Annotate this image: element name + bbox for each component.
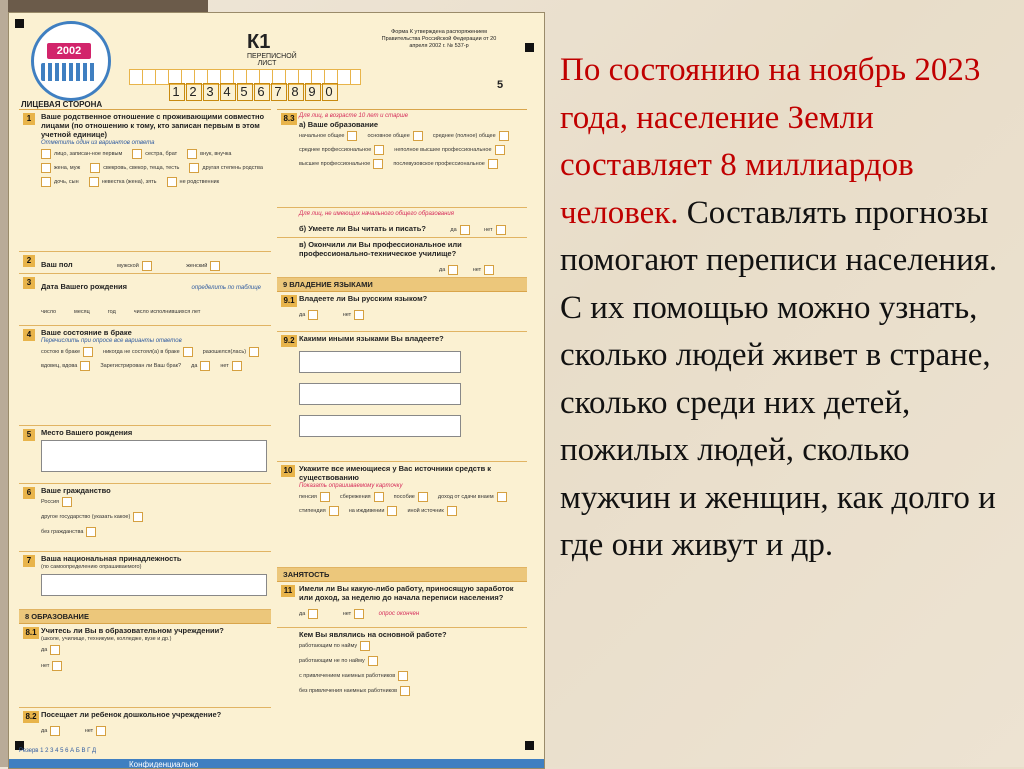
option-checkbox: состою в браке (41, 347, 93, 357)
field-caption: год (107, 309, 116, 315)
option-checkbox: нет (484, 225, 505, 235)
section-title: а) Ваше образование (299, 120, 379, 129)
section-title: Посещает ли ребенок дошкольное учреждение? (41, 710, 222, 719)
slide-text-red: По состоянию на ноябрь 2023 года, население Земли составляет 8 миллиардов человек. (560, 52, 981, 231)
logo-year: 2002 (47, 43, 91, 59)
form-title: К1 (247, 31, 271, 53)
form-section-9-2 (277, 332, 527, 462)
section-number: 9.1 (281, 295, 297, 307)
form-right-column (277, 109, 527, 750)
section-hint: (школе, училище, техникуме, колледже, вузе и др.) (41, 636, 172, 642)
section-title: Дата Вашего рождения (41, 282, 127, 291)
section-hint: Отметить один из вариантов ответа (41, 140, 155, 146)
digit-box: 6 (254, 83, 270, 101)
section-note: Для лиц, не имеющих начального общего образования (299, 211, 454, 217)
form-approval: Форма К утверждена распоряжением Правительства Российской Федерации от 20 апреля 2002 г. № 537-р (381, 29, 497, 49)
option-checkbox: сестра, брат (132, 149, 177, 159)
form-section-7 (19, 552, 271, 610)
option-checkbox: женский (186, 261, 220, 271)
section-title: Ваша национальная принадлежность (41, 554, 182, 563)
section-number: 2 (23, 255, 35, 267)
option-checkbox: да (299, 609, 318, 619)
section-title: Владеете ли Вы русским языком? (299, 294, 428, 303)
digit-box: 0 (322, 83, 338, 101)
option-checkbox: да (41, 645, 267, 655)
option-checkbox: Россия (41, 497, 267, 507)
option-checkbox: нет (473, 265, 494, 275)
option-checkbox: работающим не по найму (299, 656, 523, 666)
section-hint: определить по таблице (191, 285, 261, 291)
section-hint: Перечислить при опросе все варианты ответов (41, 338, 182, 344)
form-left-column (19, 109, 271, 750)
stop-note: опрос окончен (378, 611, 420, 617)
option-checkbox: начальное общее (299, 131, 357, 141)
section-number: 4 (23, 329, 35, 341)
form-subtitle: ПЕРЕПИСНОЙ ЛИСТ (247, 53, 297, 67)
language-field (299, 383, 461, 405)
option-checkbox: основное общее (367, 131, 422, 141)
digit-box: 4 (220, 83, 236, 101)
form-section-11b (277, 628, 527, 700)
option-checkbox: мужской (117, 261, 152, 271)
option-checkbox: послевузовское профессиональное (393, 159, 498, 169)
option-checkbox: не родственник (167, 177, 220, 187)
form-section-8-3b (277, 208, 527, 238)
digit-box: 3 (203, 83, 219, 101)
option-checkbox: другое государство (указать какое) (41, 512, 267, 522)
option-checkbox: нет (343, 609, 364, 619)
option-checkbox: на иждивении (349, 506, 398, 516)
option-checkbox: нет (220, 361, 241, 371)
side-label: ЛИЦЕВАЯ СТОРОНА (21, 100, 103, 109)
section-number: 9.2 (281, 335, 297, 347)
form-section-5 (19, 426, 271, 484)
option-checkbox: стипендия (299, 506, 339, 516)
option-checkbox: дочь, сын (41, 177, 79, 187)
option-checkbox: вдовец, вдова (41, 361, 90, 371)
option-checkbox: другая степень родства (189, 163, 263, 173)
option-checkbox: нет (41, 661, 267, 671)
option-checkbox: свекровь, свекор, теща, тесть (90, 163, 179, 173)
section-title: Имели ли Вы какую-либо работу, приносящую заработок или доход, за неделю до начала переписи населения? (299, 584, 514, 602)
section-number: 7 (23, 555, 35, 567)
form-section-11 (277, 582, 527, 628)
section-band-languages: 9 ВЛАДЕНИЕ ЯЗЫКАМИ (277, 278, 527, 292)
language-field (299, 351, 461, 373)
option-checkbox: высшее профессиональное (299, 159, 383, 169)
section-title: Ваше родственное отношение с проживающими совместно лицами (по отношению к тому, кто записан первым в этом учетной единице) (41, 112, 265, 139)
option-checkbox: среднее (полное) общее (433, 131, 509, 141)
digit-box: 5 (237, 83, 253, 101)
form-section-3 (19, 274, 271, 326)
section-band-employment: ЗАНЯТОСТЬ (277, 568, 527, 582)
slide-text-black: Составлять прогнозы помогают переписи населения. С их помощью можно узнать, сколько людей живет в стране, сколько среди них детей, пожилых людей, сколько мужчин и женщин, как долго и где они живут и др. (560, 194, 998, 563)
option-checkbox: пенсия (299, 492, 330, 502)
section-title: Укажите все имеющиеся у Вас источники средств к существованию (299, 464, 492, 482)
form-section-10 (277, 462, 527, 568)
digit-box: 1 (169, 83, 185, 101)
option-checkbox: никогда не состоял(а) в браке (103, 347, 193, 357)
option-checkbox: разошелся(лась) (203, 347, 259, 357)
section-title: в) Окончили ли Вы профессиональное или профессионально-техническое училище? (299, 240, 462, 258)
digit-box: 9 (305, 83, 321, 101)
option-checkbox: жена, муж (41, 163, 80, 173)
option-checkbox: нет (343, 310, 364, 320)
section-title: Какими иными языками Вы владеете? (299, 334, 444, 343)
form-section-8-2 (19, 708, 271, 742)
section-note: Показать опрашиваемому карточку (299, 483, 403, 489)
form-section-8-1 (19, 624, 271, 708)
confidential-strip: Конфиденциально (9, 759, 544, 769)
option-checkbox: Зарегистрирован ли Ваш брак? (100, 363, 182, 369)
form-section-9-1 (277, 292, 527, 332)
census-form-image (8, 12, 545, 769)
section-number: 5 (23, 429, 35, 441)
section-title: Учитесь ли Вы в образовательном учреждении? (41, 626, 224, 635)
option-checkbox: да (439, 265, 458, 275)
option-checkbox: да (191, 361, 210, 371)
section-number: 10 (281, 465, 295, 477)
option-checkbox: без привлечения наемных работников (299, 686, 523, 696)
option-checkbox: нет (85, 726, 106, 736)
form-section-6 (19, 484, 271, 552)
digit-box: 7 (271, 83, 287, 101)
option-checkbox: лицо, записан-ное первым (41, 149, 122, 159)
section-number: 11 (281, 585, 295, 597)
option-checkbox: доход от сдачи внаем (438, 492, 507, 502)
option-checkbox: сбережения (340, 492, 384, 502)
option-checkbox: пособие (394, 492, 428, 502)
sample-digits (169, 83, 339, 101)
option-checkbox: да (299, 310, 318, 320)
logo-people-icon (41, 63, 97, 81)
form-section-8-3c (277, 238, 527, 278)
page-number: 5 (497, 79, 504, 91)
section-number: 8.3 (281, 113, 297, 125)
option-checkbox: без гражданства (41, 527, 267, 537)
option-checkbox: среднее профессиональное (299, 145, 384, 155)
form-section-8-3 (277, 110, 527, 208)
option-checkbox: работающим по найму (299, 641, 523, 651)
census-logo-icon (31, 21, 111, 101)
option-checkbox: неполное высшее профессиональное (394, 145, 504, 155)
field-caption: число (41, 309, 57, 315)
option-checkbox: невестка (жена), зять (89, 177, 157, 187)
nationality-field (41, 574, 267, 596)
form-section-2 (19, 252, 271, 274)
section-title: Ваше гражданство (41, 486, 111, 495)
field-caption: месяц (74, 309, 90, 315)
section-title: б) Умеете ли Вы читать и писать? (299, 224, 426, 233)
section-number: 8.1 (23, 627, 39, 639)
section-note: Для лиц, в возрасте 10 лет и старше (299, 113, 409, 119)
section-number: 8.2 (23, 711, 39, 723)
option-checkbox: иной источник (407, 506, 456, 516)
slide-left-edge (0, 0, 8, 767)
option-checkbox: с привлечением наемных работников (299, 671, 523, 681)
section-title: Кем Вы являлись на основной работе? (299, 630, 447, 639)
section-title: Место Вашего рождения (41, 428, 133, 437)
form-section-4 (19, 326, 271, 426)
section-number: 1 (23, 113, 35, 125)
digit-box: 2 (186, 83, 202, 101)
section-title: Ваш пол (41, 260, 73, 269)
birthplace-field (41, 440, 267, 472)
section-hint: (по самоопределению опрашиваемого) (41, 564, 142, 570)
slide-text (560, 47, 1000, 570)
option-checkbox: внук, внучка (187, 149, 231, 159)
reserve-row: Резерв 1 2 3 4 5 6 А Б В Г Д (19, 748, 97, 754)
language-field (299, 415, 461, 437)
section-number: 6 (23, 487, 35, 499)
form-section-1 (19, 110, 271, 252)
section-title: Ваше состояние в браке (41, 328, 132, 337)
option-checkbox: да (41, 726, 60, 736)
section-number: 3 (23, 277, 35, 289)
digit-box: 8 (288, 83, 304, 101)
option-checkbox: да (450, 225, 469, 235)
section-band-education: 8 ОБРАЗОВАНИЕ (19, 610, 271, 624)
field-caption: число исполнившихся лет (133, 309, 201, 315)
